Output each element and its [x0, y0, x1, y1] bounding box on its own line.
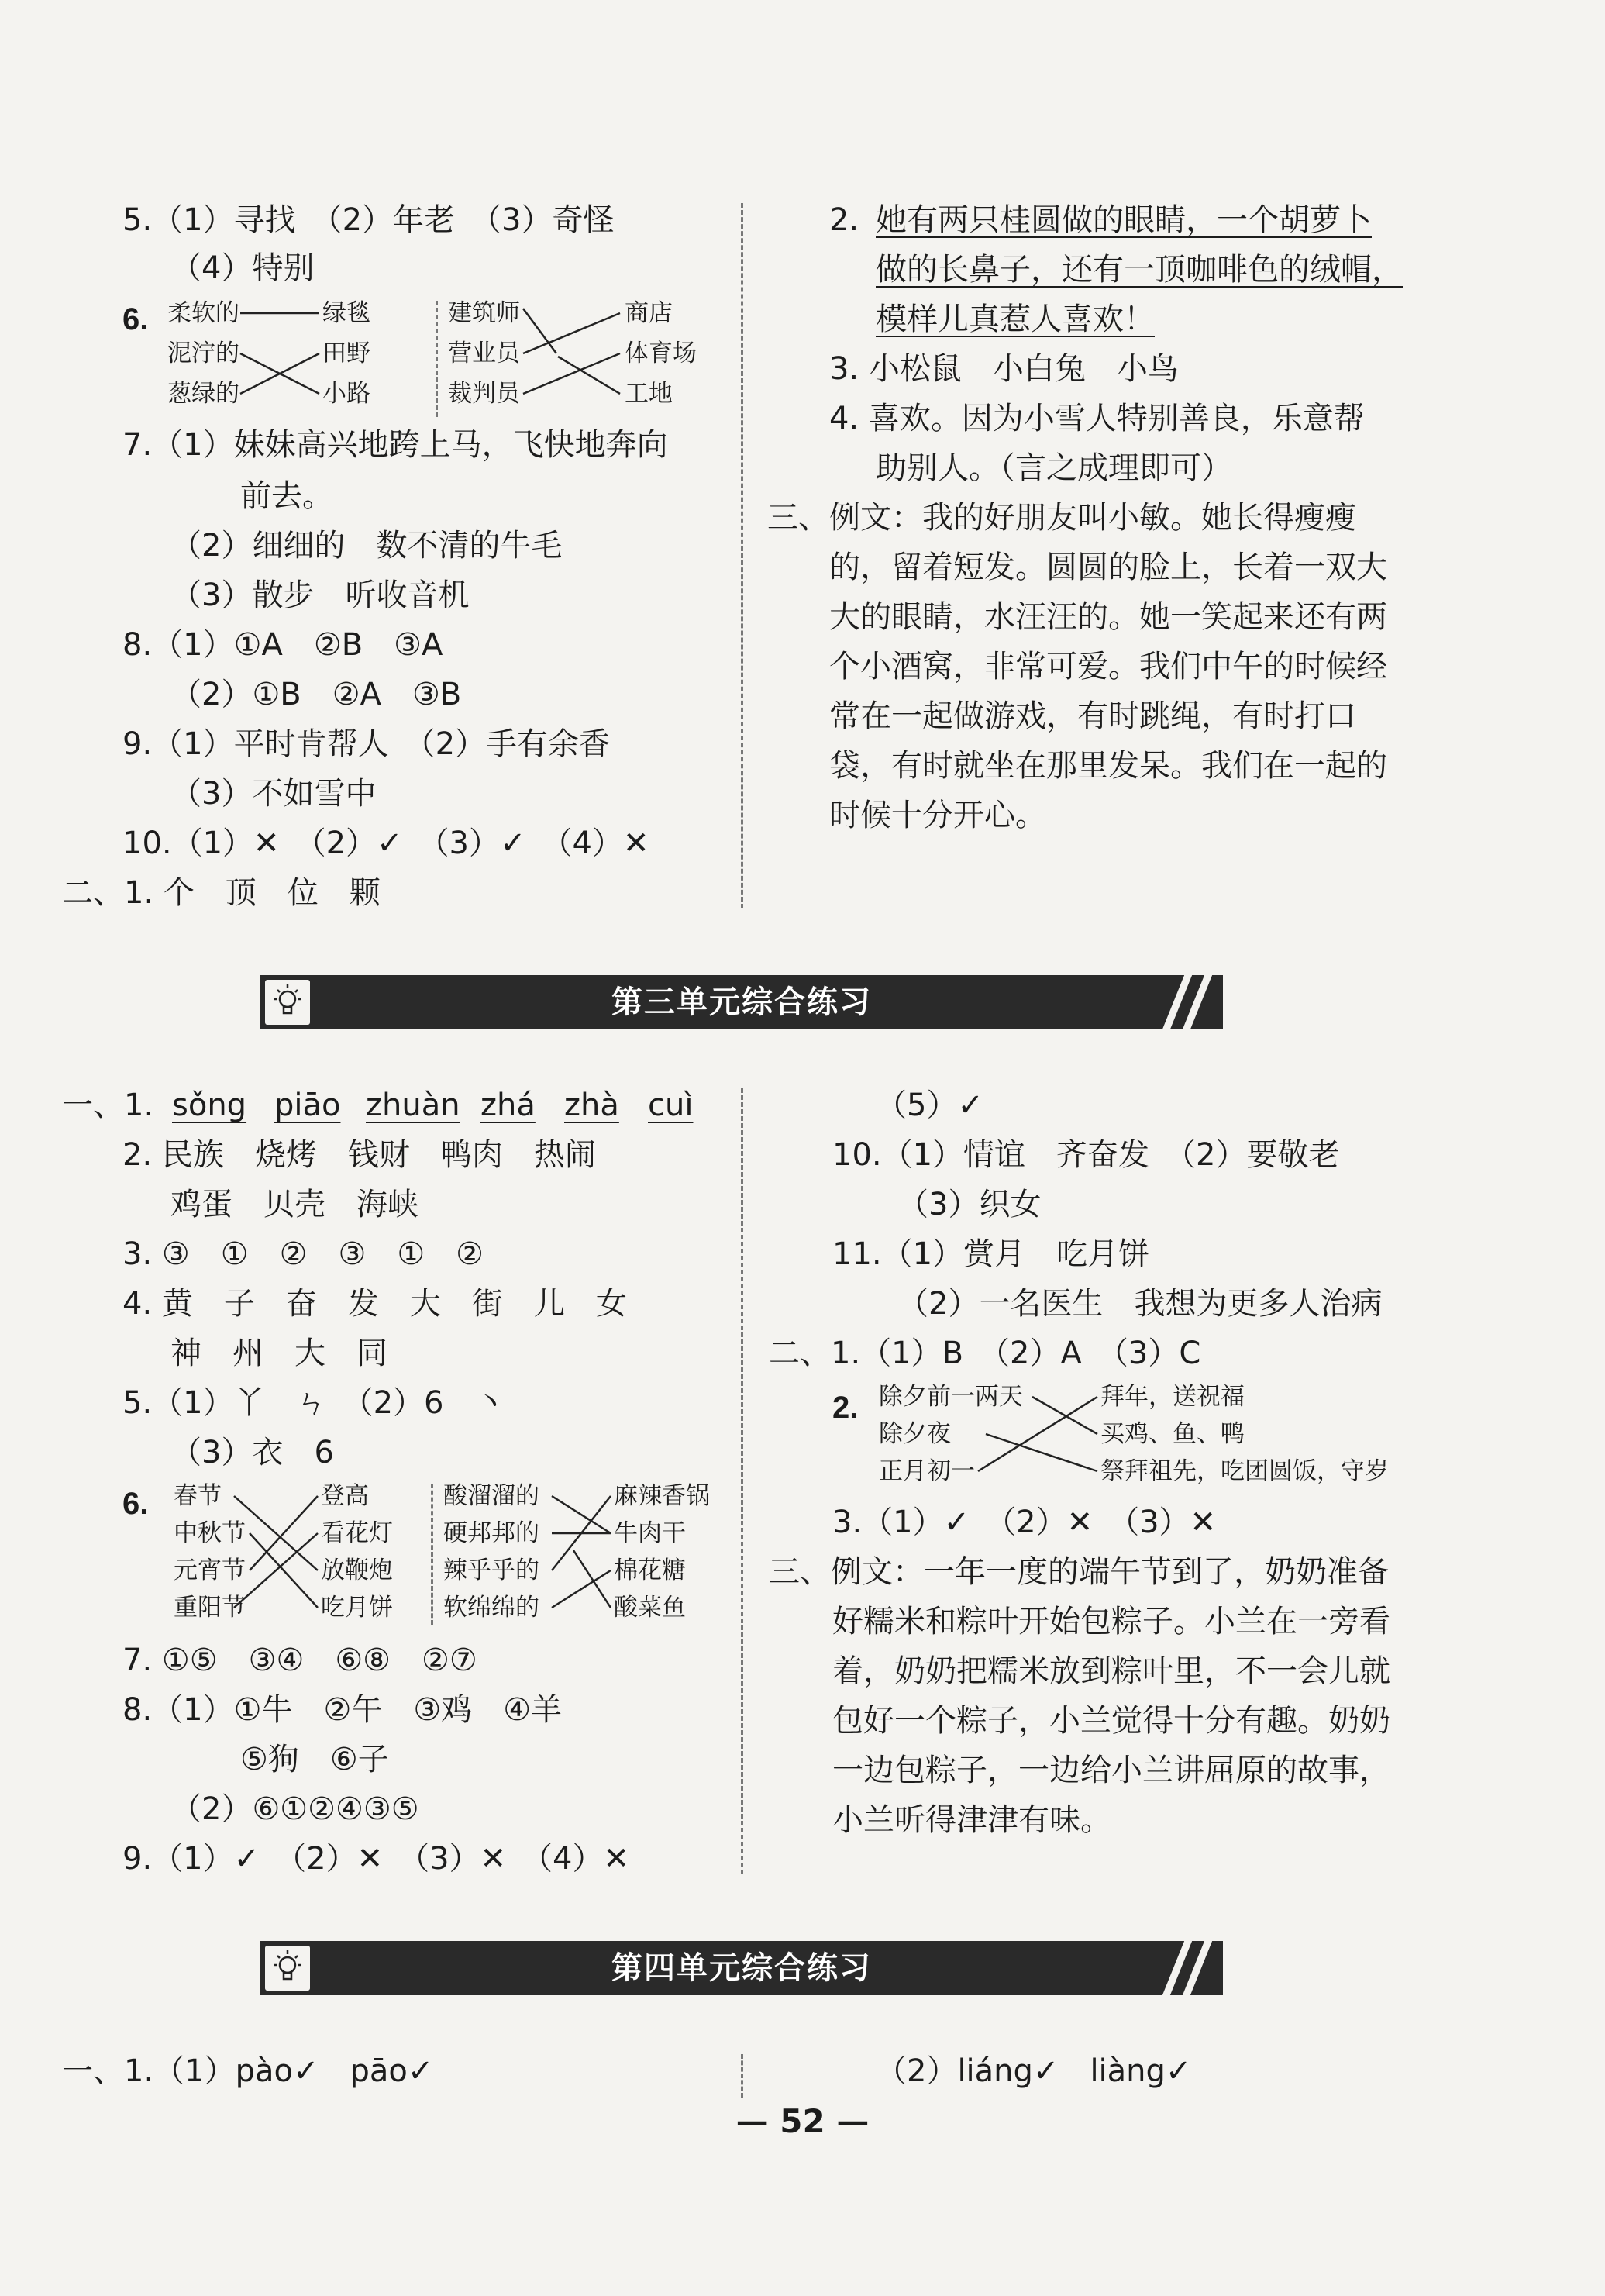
q6-number: 6.	[122, 302, 149, 336]
r-q4-line2: 助别人。（言之成理即可）	[876, 450, 1232, 486]
u3-q6-a-right-4: 吃月饼	[321, 1594, 393, 1622]
unit4-banner	[260, 1941, 1223, 1995]
u3-q6-a-right-1: 登高	[321, 1482, 369, 1510]
r-q2-line2: 做的长鼻子，还有一顶咖啡色的绒帽，	[876, 252, 1403, 288]
q7-line3: （2）细细的 数不清的牛毛	[170, 528, 563, 564]
u3-r-s3-line1: 三、例文：一年一度的端午节到了，奶奶准备	[769, 1554, 1389, 1590]
u3-r-q10-line2: （3）织女	[897, 1187, 1042, 1222]
q9-line1: 9.（1）平时肯帮人 （2）手有余香	[122, 726, 611, 762]
unit3-title: 第三单元综合练习	[611, 984, 872, 1020]
q5-line2: （4）特别	[170, 250, 315, 286]
u3-q6-b-left-4: 软绵绵的	[443, 1594, 539, 1622]
u3-q6-b-left-1: 酸溜溜的	[443, 1482, 539, 1510]
u3-q6-a-left-4: 重阳节	[174, 1594, 246, 1622]
u3-q3: 3. ③ ① ② ③ ① ②	[122, 1236, 484, 1272]
page-number: — 52 —	[735, 2102, 870, 2140]
u3-q5-line1: 5.（1）丫 ㄣ （2）6 丶	[122, 1385, 506, 1421]
q6-left-1: 柔软的	[167, 299, 239, 327]
top-column-divider	[741, 203, 743, 908]
q6-a-3: 裁判员	[448, 380, 520, 408]
u3-r-s2-q2-number: 2.	[832, 1391, 859, 1425]
u3-q6-b-right-4: 酸菜鱼	[614, 1594, 686, 1622]
u3-q4-line2: 神 州 大 同	[170, 1336, 387, 1371]
u3-q6-b-left-2: 硬邦邦的	[443, 1519, 539, 1547]
q6-mid-3: 小路	[322, 380, 370, 408]
u3-r-s2-q2-left-2: 除夕夜	[879, 1420, 951, 1448]
u3-q8-line2: ⑤狗 ⑥子	[240, 1742, 389, 1777]
r-s3-line4: 个小酒窝，非常可爱。我们中午的时候经	[829, 649, 1387, 684]
unit4-column-divider	[741, 2054, 743, 2098]
u3-q1-prefix: 一、1.	[62, 1088, 154, 1123]
u3-q6-a-left-1: 春节	[174, 1482, 222, 1510]
unit3-column-divider	[741, 1088, 743, 1874]
u3-q5-line2: （3）衣 6	[170, 1435, 334, 1470]
u3-q2-line2: 鸡蛋 贝壳 海峡	[170, 1187, 418, 1222]
q6-a-2: 营业员	[448, 340, 520, 367]
u4-right-q1: （2）liáng✓ liàng✓	[876, 2053, 1192, 2089]
q5-line1: 5.（1）寻找 （2）年老 （3）奇怪	[122, 202, 615, 238]
q10: 10.（1）✕ （2）✓ （3）✓ （4）✕	[122, 826, 649, 861]
u3-r-s2-q2-match-lines	[775, 1364, 1116, 1496]
u3-pinyin-1: sǒng	[172, 1088, 247, 1123]
u3-q6-b-right-3: 棉花糖	[614, 1557, 686, 1584]
u3-pinyin-5: zhà	[564, 1088, 619, 1123]
u3-r-s2-q2-left-3: 正月初一	[879, 1457, 975, 1485]
u4-left-q1: 一、1.（1）pào✓ pāo✓	[62, 2053, 434, 2089]
q6-b-2: 体育场	[625, 340, 697, 367]
u3-q7: 7. ①⑤ ③④ ⑥⑧ ②⑦	[122, 1643, 477, 1678]
r-q2-line1: 她有两只桂圆做的眼睛，一个胡萝卜	[876, 202, 1372, 238]
u3-q4-line1: 4. 黄 子 奋 发 大 街 儿 女	[122, 1286, 627, 1322]
u3-r-s3-line3: 着，奶奶把糯米放到粽叶里，不一会儿就	[832, 1653, 1390, 1689]
r-q4-line1: 4. 喜欢。因为小雪人特别善良，乐意帮	[829, 401, 1365, 436]
q6-mid-1: 绿毯	[322, 299, 370, 327]
q7-line4: （3）散步 听收音机	[170, 577, 470, 613]
u3-r-s3-line5: 一边包粽子，一边给小兰讲屈原的故事，	[832, 1753, 1390, 1788]
q8-line2: （2）①B ②A ③B	[170, 677, 462, 712]
u3-r-s3-line6: 小兰听得津津有味。	[832, 1802, 1111, 1838]
u3-q8-line3: （2）⑥①②④③⑤	[170, 1791, 419, 1827]
u3-r-s2-q2-left-1: 除夕前一两天	[879, 1383, 1023, 1411]
u3-r-q10-line1: 10.（1）情谊 齐奋发 （2）要敬老	[832, 1137, 1340, 1173]
r-s3-line5: 常在一起做游戏，有时跳绳，有时打口	[829, 698, 1356, 734]
u3-pinyin-6: cuì	[648, 1088, 694, 1123]
u3-r-s2-q2-right-3: 祭拜祖先，吃团圆饭，守岁	[1100, 1457, 1389, 1485]
u3-r-s2-q2-right-1: 拜年，送祝福	[1100, 1383, 1245, 1411]
q6-mid-2: 田野	[322, 340, 370, 367]
u3-r-q11-line2: （2）一名医生 我想为更多人治病	[897, 1286, 1383, 1322]
q6-match-lines-left	[0, 0, 852, 434]
u3-q6-number: 6.	[122, 1487, 149, 1521]
q8-line1: 8.（1）①A ②B ③A	[122, 627, 443, 663]
r-s3-line3: 大的眼睛，水汪汪的。她一笑起来还有两	[829, 599, 1387, 635]
q9-line2: （3）不如雪中	[170, 776, 377, 812]
u3-q9: 9.（1）✓ （2）✕ （3）✕ （4）✕	[122, 1841, 630, 1877]
u3-r-s2-q2-right-2: 买鸡、鱼、鸭	[1100, 1420, 1245, 1448]
unit3-banner	[260, 975, 1223, 1029]
r-q2-number: 2.	[829, 202, 859, 238]
u3-q8-line1: 8.（1）①牛 ②午 ③鸡 ④羊	[122, 1692, 563, 1728]
r-s3-line2: 的，留着短发。圆圆的脸上，长着一双大	[829, 550, 1387, 585]
u3-q6-b-left-3: 辣乎乎的	[443, 1557, 539, 1584]
u3-q6-a-left-2: 中秋节	[174, 1519, 246, 1547]
u3-r-s2-q3: 3.（1）✓ （2）✕ （3）✕	[832, 1505, 1217, 1540]
u3-q6-match-lines	[0, 1457, 775, 1628]
u3-q6-a-left-3: 元宵节	[174, 1557, 246, 1584]
q6-b-1: 商店	[625, 299, 673, 327]
u3-q6-b-right-2: 牛肉干	[614, 1519, 686, 1547]
u3-pinyin-4: zhá	[480, 1088, 536, 1123]
u3-pinyin-2: piāo	[274, 1088, 341, 1123]
q6-b-3: 工地	[625, 380, 673, 408]
q7-line1: 7.（1）妹妹高兴地跨上马，飞快地奔向	[122, 427, 668, 463]
u3-q6-a-right-3: 放鞭炮	[321, 1557, 393, 1584]
u3-q2-line1: 2. 民族 烧烤 钱财 鸭肉 热闹	[122, 1137, 596, 1173]
r-q3: 3. 小松鼠 小白兔 小鸟	[829, 351, 1179, 387]
section2-q1: 二、1. 个 顶 位 颗	[62, 875, 381, 911]
u3-r-s3-line4: 包好一个粽子，小兰觉得十分有趣。奶奶	[832, 1703, 1390, 1739]
q6-a-1: 建筑师	[448, 299, 520, 327]
q6-inner-divider	[436, 301, 438, 417]
r-q2-line3: 模样儿真惹人喜欢！	[876, 302, 1155, 337]
u3-r-q11-line1: 11.（1）赏月 吃月饼	[832, 1236, 1150, 1272]
u3-r-q9-5: （5）✓	[876, 1088, 983, 1123]
u3-r-s2-q1: 二、1.（1）B （2）A （3）C	[769, 1336, 1201, 1371]
r-s3-line7: 时候十分开心。	[829, 798, 1046, 833]
unit4-title: 第四单元综合练习	[611, 1950, 872, 1986]
r-s3-line1: 三、例文：我的好朋友叫小敏。她长得瘦瘦	[767, 500, 1356, 536]
u3-q6-b-right-1: 麻辣香锅	[614, 1482, 710, 1510]
u3-pinyin-3: zhuàn	[366, 1088, 460, 1123]
u3-q6-a-right-2: 看花灯	[321, 1519, 393, 1547]
r-s3-line6: 袋，有时就坐在那里发呆。我们在一起的	[829, 748, 1387, 784]
u3-r-s3-line2: 好糯米和粽叶开始包粽子。小兰在一旁看	[832, 1604, 1390, 1639]
q6-left-3: 葱绿的	[167, 380, 239, 408]
q6-left-2: 泥泞的	[167, 340, 239, 367]
q7-line2: 前去。	[240, 478, 333, 514]
